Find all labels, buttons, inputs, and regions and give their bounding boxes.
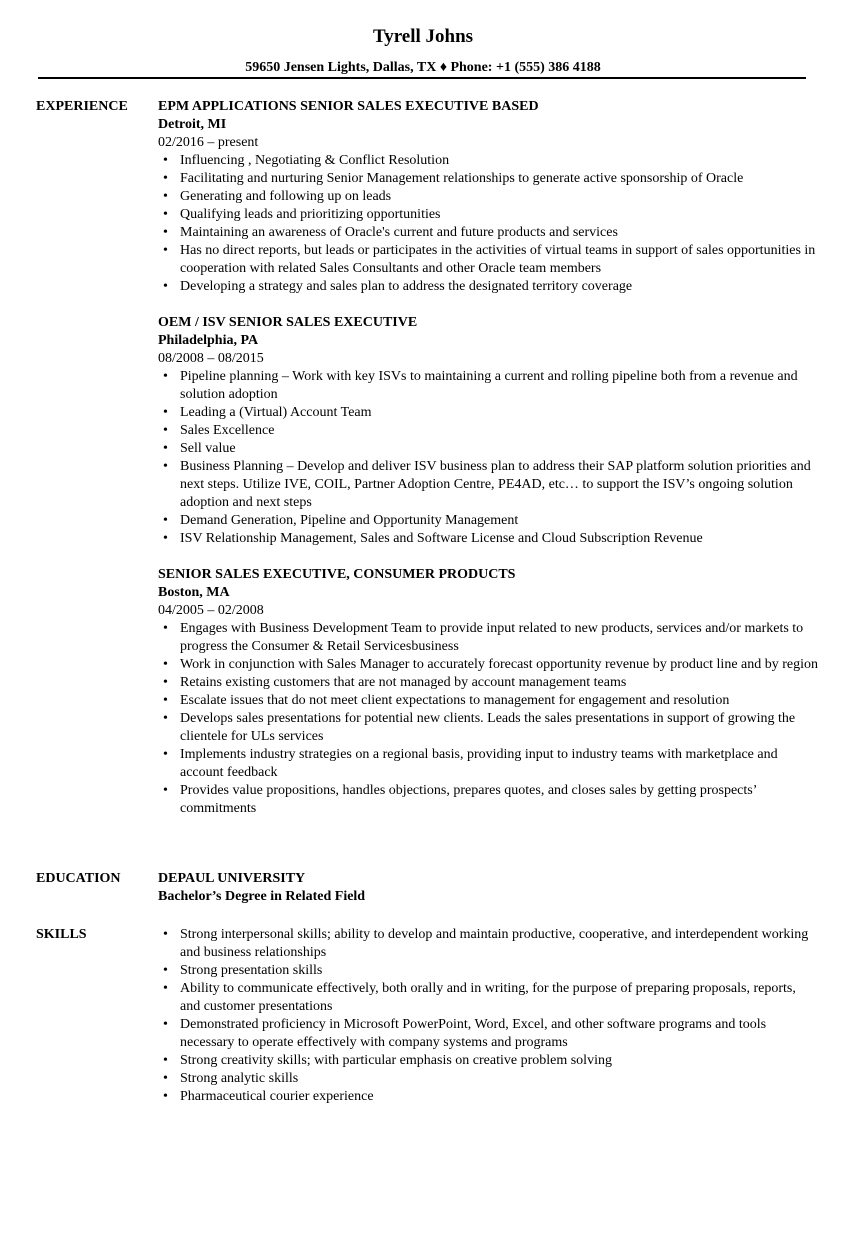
job-dates: 04/2005 – 02/2008	[158, 603, 264, 618]
list-item	[158, 782, 818, 818]
list-item-text: Has no direct reports, but leads or participates in the activities of virtual teams in support of sales opportunities in cooperation with related Sales Consultants and other Oracle team members	[180, 243, 816, 276]
list-item-text: Pipeline planning – Work with key ISVs to maintaining a current and rolling pipeline both from a revenue and solution adoption	[180, 369, 798, 402]
list-item	[158, 692, 818, 710]
job-title: OEM / ISV SENIOR SALES EXECUTIVE	[158, 315, 418, 330]
candidate-name: Tyrell Johns	[372, 26, 474, 47]
list-item-text: Generating and following up on leads	[180, 189, 392, 204]
job-title: SENIOR SALES EXECUTIVE, CONSUMER PRODUCTS	[158, 567, 516, 582]
bullet-icon: •	[163, 1089, 168, 1104]
list-item	[158, 620, 818, 656]
section-label-education: EDUCATION	[36, 871, 121, 886]
bullet-icon: •	[163, 927, 168, 942]
list-item	[158, 926, 818, 962]
bullet-icon: •	[163, 711, 168, 726]
list-item	[158, 1016, 818, 1052]
bullet-icon: •	[163, 405, 168, 420]
list-item-text: Provides value propositions, handles objections, prepares quotes, and closes sales by getting prospects’ commitments	[180, 783, 757, 816]
list-item	[158, 656, 818, 674]
list-item-text: Ability to communicate effectively, both orally and in writing, for the purpose of preparing proposals, reports, and customer presentations	[180, 981, 796, 1014]
skills-bullet-list	[158, 926, 818, 1106]
list-item-text: Qualifying leads and prioritizing opportunities	[180, 207, 441, 222]
job-location: Philadelphia, PA	[158, 333, 259, 348]
job-title: EPM APPLICATIONS SENIOR SALES EXECUTIVE BASED	[158, 99, 539, 114]
list-item	[158, 1052, 818, 1070]
bullet-icon: •	[163, 369, 168, 384]
section-label-skills: SKILLS	[36, 927, 87, 942]
list-item-text: Maintaining an awareness of Oracle's current and future products and services	[180, 225, 618, 240]
list-item-text: Pharmaceutical courier experience	[180, 1089, 374, 1104]
section-label-experience: EXPERIENCE	[36, 99, 128, 114]
list-item-text: Business Planning – Develop and deliver ISV business plan to address their SAP platform solution priorities and next steps. Utilize IVE, COIL, Partner Adoption Centre, PE4AD, etc… to support the ISV’s ongoing solution adoption and next steps	[180, 459, 811, 510]
list-item	[158, 404, 818, 422]
list-item-text: Retains existing customers that are not managed by account management teams	[180, 675, 627, 690]
list-item	[158, 710, 818, 746]
job-bullet-list	[158, 368, 818, 548]
contact-line: 59650 Jensen Lights, Dallas, TX ♦ Phone: +1 (555) 386 4188	[245, 60, 601, 75]
degree-name: Bachelor’s Degree in Related Field	[158, 889, 366, 904]
job-bullet-list	[158, 620, 818, 818]
list-item-text: Strong presentation skills	[180, 963, 323, 978]
list-item	[158, 1070, 818, 1088]
job-location: Boston, MA	[158, 585, 230, 600]
list-item-text: Strong interpersonal skills; ability to develop and maintain productive, cooperative, and interdependent working and business relationships	[180, 927, 809, 960]
list-item	[158, 512, 818, 530]
bullet-icon: •	[163, 621, 168, 636]
bullet-icon: •	[163, 963, 168, 978]
list-item-text: Demonstrated proficiency in Microsoft PowerPoint, Word, Excel, and other software programs and tools necessary to operate effectively with company systems and programs	[180, 1017, 767, 1050]
list-item	[158, 224, 818, 242]
job-dates: 08/2008 – 08/2015	[158, 351, 264, 366]
list-item-text: Engages with Business Development Team to provide input related to new products, services and/or markets to progress the Consumer & Retail Servicesbusiness	[180, 621, 804, 654]
list-item-text: Strong analytic skills	[180, 1071, 299, 1086]
bullet-icon: •	[163, 1053, 168, 1068]
list-item	[158, 278, 818, 296]
skills-body	[158, 926, 818, 1106]
list-item-text: Demand Generation, Pipeline and Opportunity Management	[180, 513, 519, 528]
bullet-icon: •	[163, 1071, 168, 1086]
bullet-icon: •	[163, 675, 168, 690]
bullet-icon: •	[163, 153, 168, 168]
list-item-text: ISV Relationship Management, Sales and Software License and Cloud Subscription Revenue	[180, 531, 703, 546]
bullet-icon: •	[163, 1017, 168, 1032]
list-item-text: Implements industry strategies on a regional basis, providing input to industry teams with marketplace and account feedback	[180, 747, 778, 780]
list-item	[158, 962, 818, 980]
header-divider	[38, 77, 806, 79]
list-item-text: Develops sales presentations for potential new clients. Leads the sales presentations in support of growing the clientele for ULs services	[180, 711, 796, 744]
bullet-icon: •	[163, 657, 168, 672]
list-item	[158, 422, 818, 440]
list-item	[158, 458, 818, 512]
list-item	[158, 980, 818, 1016]
experience-body	[158, 98, 818, 818]
list-item	[158, 674, 818, 692]
list-item	[158, 368, 818, 404]
bullet-icon: •	[163, 459, 168, 474]
list-item	[158, 206, 818, 224]
job-entry	[158, 314, 818, 548]
list-item	[158, 188, 818, 206]
bullet-icon: •	[163, 207, 168, 222]
job-entry	[158, 98, 818, 296]
list-item	[158, 152, 818, 170]
list-item	[158, 1088, 818, 1106]
list-item-text: Work in conjunction with Sales Manager to accurately forecast opportunity revenue by product line and by region	[180, 657, 819, 672]
list-item-text: Leading a (Virtual) Account Team	[180, 405, 372, 420]
list-item-text: Escalate issues that do not meet client expectations to management for engagement and resolution	[180, 693, 730, 708]
bullet-icon: •	[163, 171, 168, 186]
list-item	[158, 170, 818, 188]
list-item	[158, 242, 818, 278]
job-location: Detroit, MI	[158, 117, 227, 132]
bullet-icon: •	[163, 747, 168, 762]
bullet-icon: •	[163, 441, 168, 456]
job-entry	[158, 566, 818, 818]
list-item	[158, 440, 818, 458]
list-item	[158, 746, 818, 782]
job-dates: 02/2016 – present	[158, 135, 259, 150]
list-item-text: Strong creativity skills; with particular emphasis on creative problem solving	[180, 1053, 612, 1068]
bullet-icon: •	[163, 531, 168, 546]
job-bullet-list	[158, 152, 818, 296]
education-body	[158, 870, 818, 906]
school-name: DEPAUL UNIVERSITY	[158, 871, 306, 886]
list-item-text: Influencing , Negotiating & Conflict Resolution	[180, 153, 450, 168]
bullet-icon: •	[163, 693, 168, 708]
bullet-icon: •	[163, 981, 168, 996]
list-item	[158, 530, 818, 548]
list-item-text: Facilitating and nurturing Senior Management relationships to generate active sponsorship of Oracle	[180, 171, 744, 186]
bullet-icon: •	[163, 243, 168, 258]
bullet-icon: •	[163, 513, 168, 528]
list-item-text: Sell value	[180, 441, 236, 456]
bullet-icon: •	[163, 783, 168, 798]
list-item-text: Sales Excellence	[180, 423, 275, 438]
bullet-icon: •	[163, 279, 168, 294]
list-item-text: Developing a strategy and sales plan to address the designated territory coverage	[180, 279, 633, 294]
bullet-icon: •	[163, 423, 168, 438]
bullet-icon: •	[163, 225, 168, 240]
bullet-icon: •	[163, 189, 168, 204]
